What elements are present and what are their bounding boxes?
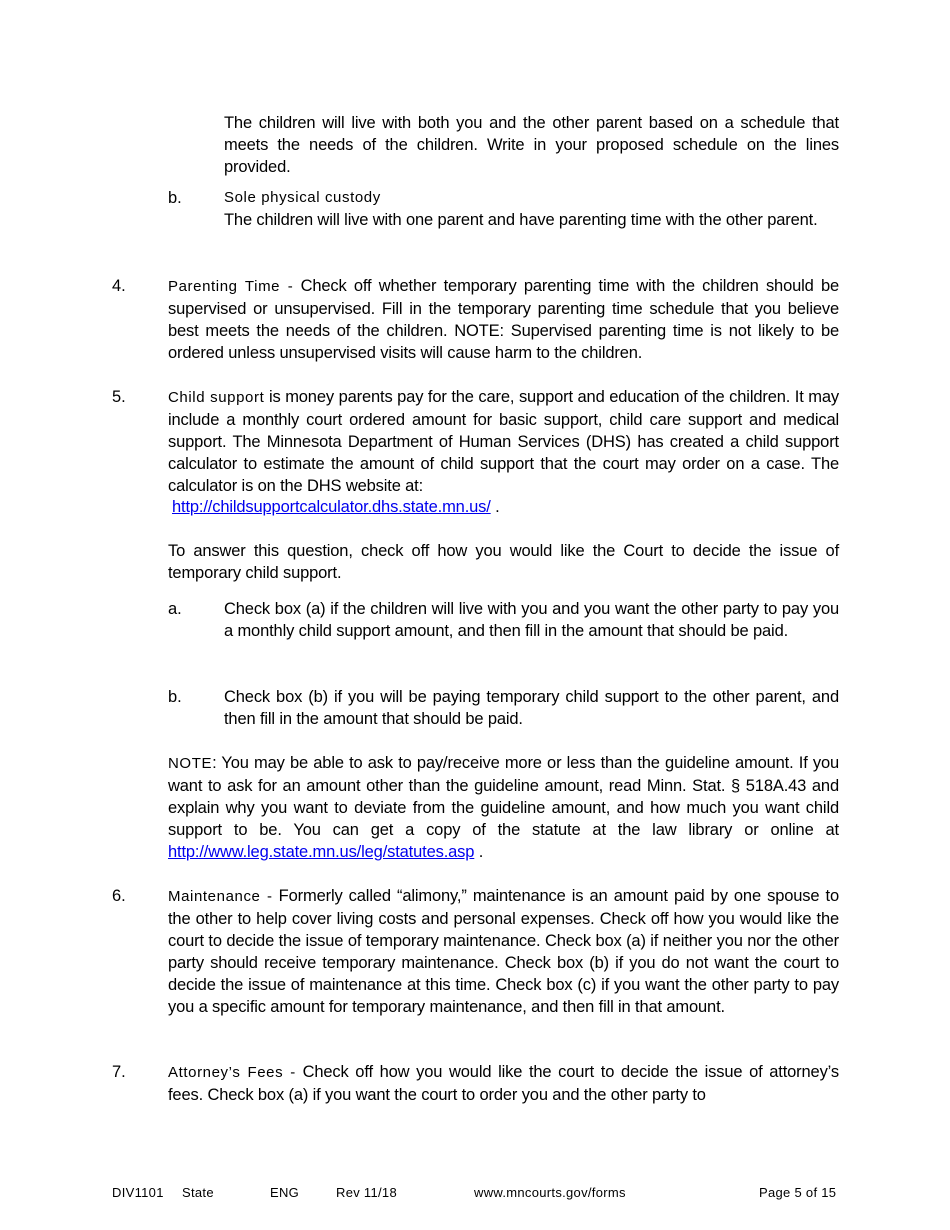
list-marker: a.: [168, 600, 182, 618]
list-marker: b.: [168, 688, 182, 706]
item-number: 5.: [112, 388, 126, 406]
note-text: : You may be able to ask to pay/receive more or less than the guideline amount. If you want to ask for an amount other than the guideline amount, read Minn. Stat. § 518A.43 and explain why you want to deviate from the guideline amount, and how much you want child support to be. You can get a copy of the statute at the law library or online at: [168, 754, 839, 839]
statutes-link[interactable]: http://www.leg.state.mn.us/leg/statutes.asp: [168, 843, 475, 861]
attorney-fees-term: Attorney’s Fees -: [168, 1064, 296, 1081]
maintenance-text: Formerly called “alimony,” maintenance is an amount paid by one spouse to the other to help cover living costs and personal expenses. Check off how you would like the court to decide the issue of temporary maintenance. Check box (a) if neither you nor the other party should receive temporary maintenance. Check box (b) if you do not want the court to decide the issue of maintenance at this time. Check box (c) if you want the other party to pay you a specific amount for temporary maintenance, and then fill in that amount.: [168, 887, 839, 1016]
sole-custody-block: [224, 187, 839, 231]
attorney-fees-paragraph: [168, 1061, 839, 1106]
footer-jurisdiction: State: [182, 1185, 214, 1200]
footer-website[interactable]: www.mncourts.gov/forms: [474, 1185, 626, 1200]
footer-language: ENG: [270, 1185, 300, 1200]
item-number: 4.: [112, 277, 126, 295]
list-marker: b.: [168, 189, 182, 207]
item-number: 6.: [112, 887, 126, 905]
footer-revision: Rev 11/18: [336, 1185, 397, 1200]
child-support-term: Child support: [168, 389, 265, 406]
calculator-link[interactable]: http://childsupportcalculator.dhs.state.mn.us/: [172, 498, 491, 516]
footer-form-id: DIV1101: [112, 1185, 164, 1200]
child-support-option-b: Check box (b) if you will be paying temporary child support to the other parent, and then fill in the amount that should be paid.: [224, 688, 839, 728]
link-period: .: [495, 498, 500, 516]
sole-custody-term: Sole physical custody: [224, 189, 381, 206]
sole-custody-description: The children will live with one parent and have parenting time with the other parent.: [224, 211, 818, 229]
note-period: .: [478, 843, 484, 861]
guideline-note: [168, 752, 839, 863]
maintenance-paragraph: [168, 885, 839, 1018]
child-support-paragraph: [168, 386, 839, 497]
maintenance-term: Maintenance -: [168, 888, 273, 905]
child-support-instruction: To answer this question, check off how you would like the Court to decide the issue of temporary child support.: [168, 542, 839, 582]
attorney-fees-text: Check off how you would like the court to decide the issue of attorney’s fees. Check box (a) if you want the court to order you and the other party to: [168, 1063, 839, 1104]
joint-custody-description: The children will live with both you and the other parent based on a schedule that meets the needs of the children. Write in your proposed schedule on the lines provided.: [224, 114, 839, 176]
parenting-time-paragraph: [168, 275, 839, 364]
note-term: NOTE: [168, 755, 213, 772]
child-support-text: is money parents pay for the care, support and education of the children. It may include a monthly court ordered amount for basic support, child care support and medical support. The Minnesota Department of Human Services (DHS) has created a child support calculator to estimate the amount of child support that the court may order on a case. The calculator is on the DHS website at:: [168, 388, 839, 495]
calculator-link-line: [172, 496, 839, 518]
item-number: 7.: [112, 1063, 126, 1081]
child-support-option-a: Check box (a) if the children will live with you and you want the other party to pay you a monthly child support amount, and then fill in the amount that should be paid.: [224, 600, 839, 640]
parenting-time-term: Parenting Time -: [168, 278, 294, 295]
footer-page-number: Page 5 of 15: [759, 1185, 837, 1200]
parenting-time-text: Check off whether temporary parenting time with the children should be supervised or unsupervised. Fill in the temporary parenting time schedule that you believe best meets the needs of the children. NOTE: Supervised parenting time is not likely to be ordered unless unsupervised visits will cause harm to the children.: [168, 277, 839, 362]
